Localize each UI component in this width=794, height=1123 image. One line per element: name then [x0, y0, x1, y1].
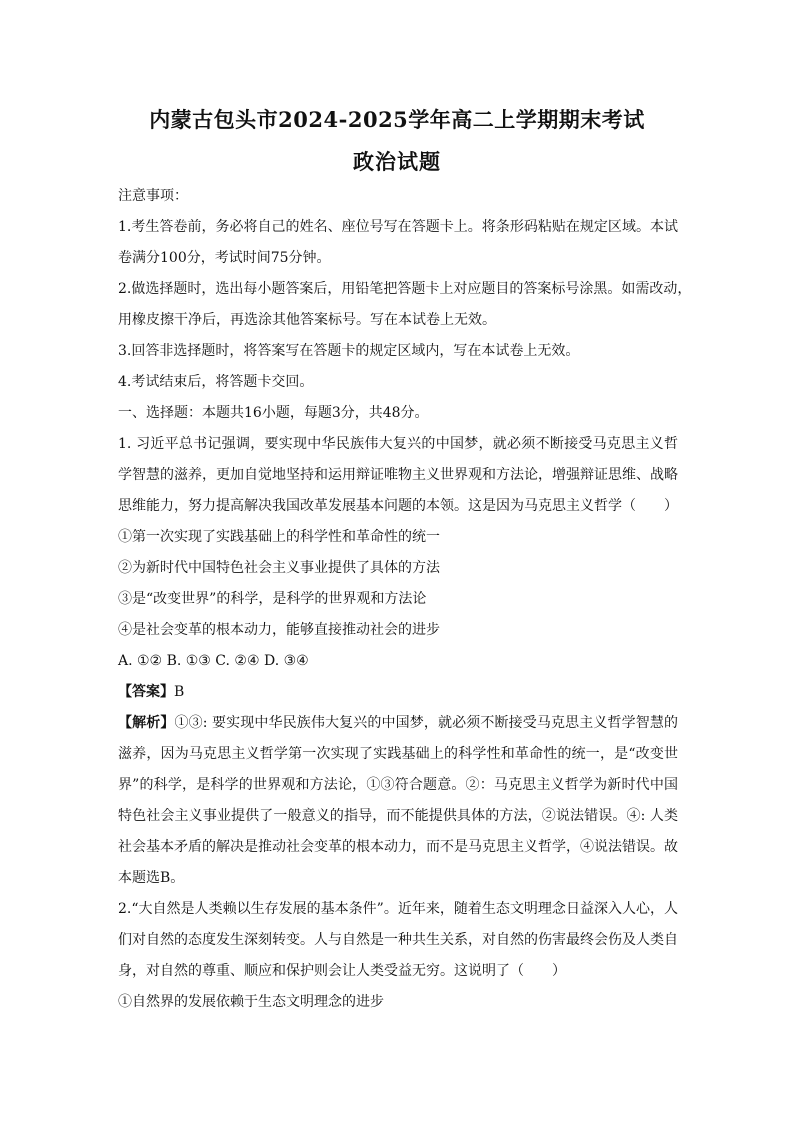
notice-line: 3.回答非选择题时，将答案写在答题卡的规定区域内，写在本试卷上无效。	[118, 343, 580, 359]
analysis-line	[118, 713, 678, 733]
question-stem-line: 身，对自然的尊重、顺应和保护则会让人类受益无穷。这说明了（ ）	[118, 963, 566, 979]
question-stem-line: 思维能力，努力提高解决我国改革发展基本问题的本领。这是因为马克思主义哲学（ ）	[118, 498, 678, 514]
question-stem-line: 们对自然的态度发生深刻转变。人与自然是一种共生关系，对自然的伤害最终会伤及人类自	[118, 932, 678, 948]
notice-line: 用橡皮擦干净后，再选涂其他答案标号。写在本试卷上无效。	[118, 312, 496, 328]
question-option: ③是“改变世界”的科学，是科学的世界观和方法论	[118, 591, 427, 607]
question-stem-line: 2.“大自然是人类赖以生存发展的基本条件”。近年来，随着生态文明理念日益深入人心，人	[118, 901, 678, 917]
question-stem-line: 1. 习近平总书记强调，要实现中华民族伟大复兴的中国梦，就必须不断接受马克思主义哲	[118, 436, 678, 452]
notice-heading: 注意事项：	[118, 188, 188, 204]
analysis-text: ①③: 要实现中华民族伟大复兴的中国梦，就必须不断接受马克思主义哲学智慧的	[174, 715, 678, 731]
notice-line: 1.考生答卷前，务必将自己的姓名、座位号写在答题卡上。将条形码粘贴在规定区域。本试	[118, 219, 678, 235]
answer-label: 【答案】	[118, 684, 174, 700]
analysis-line: 界”的科学，是科学的世界观和方法论，①③符合题意。②：马克思主义哲学为新时代中国	[118, 777, 678, 793]
analysis-line: 特色社会主义事业提供了一般意义的指导，而不能提供具体的方法，②说法错误。④: 人类	[118, 808, 678, 824]
question-option: ①自然界的发展依赖于生态文明理念的进步	[118, 994, 384, 1010]
question-option: ④是社会变革的根本动力，能够直接推动社会的进步	[118, 622, 440, 638]
notice-line: 2.做选择题时，选出每小题答案后，用铅笔把答题卡上对应题目的答案标号涂黑。如需改动，	[118, 281, 692, 297]
section-heading: 一、选择题：本题共16小题，每题3分，共48分。	[118, 405, 429, 421]
analysis-line: 滋养，因为马克思主义哲学第一次实现了实践基础上的科学性和革命性的统一，是“改变世	[118, 746, 678, 762]
answer-line	[118, 682, 184, 702]
analysis-label: 【解析】	[118, 715, 175, 731]
question-option: ②为新时代中国特色社会主义事业提供了具体的方法	[118, 560, 440, 576]
answer-choices: A. ①② B. ①③ C. ②④ D. ③④	[118, 653, 309, 669]
analysis-line: 社会基本矛盾的解决是推动社会变革的根本动力，而不是马克思主义哲学，④说法错误。故	[118, 839, 678, 855]
document-title: 内蒙古包头市2024-2025学年高二上学期期末考试	[149, 107, 645, 132]
answer-value: B	[174, 684, 185, 700]
question-stem-line: 学智慧的滋养，更加自觉地坚持和运用辩证唯物主义世界观和方法论，增强辩证思维、战略	[118, 467, 678, 483]
document-subtitle: 政治试题	[353, 149, 441, 174]
analysis-line: 本题选B。	[118, 870, 185, 886]
notice-line: 卷满分100分，考试时间75分钟。	[118, 250, 331, 266]
notice-line: 4.考试结束后，将答题卡交回。	[118, 374, 314, 390]
question-option: ①第一次实现了实践基础上的科学性和革命性的统一	[118, 529, 440, 545]
